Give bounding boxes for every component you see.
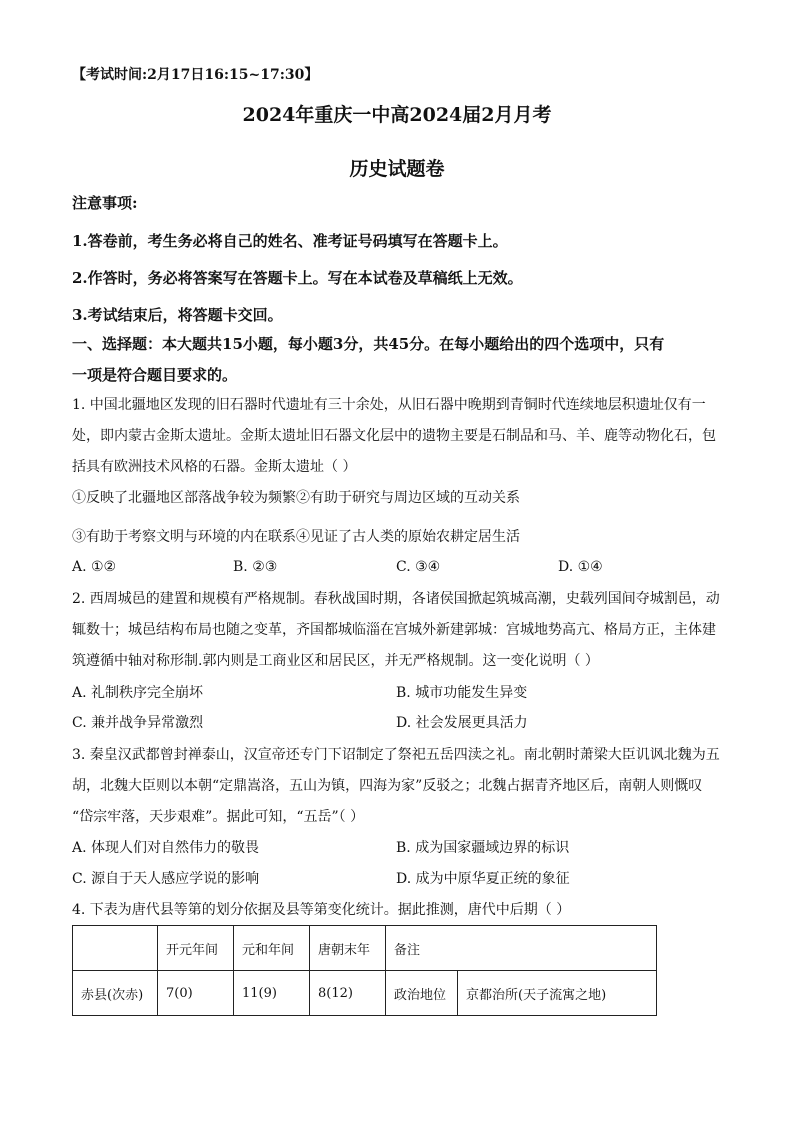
notes-item-1: 1.答卷前，考生务必将自己的姓名、准考证号码填写在答题卡上。 <box>72 232 508 250</box>
table-cell: 京都治所(天子流寓之地) <box>458 971 657 1016</box>
q1-stem-line3: 括具有欧洲技术风格的石器。金斯太遗址（ ） <box>72 459 357 475</box>
q1-option-b: B. ②③ <box>233 559 278 575</box>
section-heading-line1: 一、选择题：本大题共15小题，每小题3分，共45分。在每小题给出的四个选项中，只有 <box>72 335 665 353</box>
q2-stem-line2: 辄数十；城邑结构布局也随之变革，齐国都城临淄在宫城外新建郭城：宫城地势高亢、格局方正，主体建 <box>72 622 716 638</box>
table-cell: 11(9) <box>234 971 310 1016</box>
exam-subtitle: 历史试题卷 <box>349 158 445 180</box>
q2-option-a: A. 礼制秩序完全崩坏 <box>72 685 204 701</box>
q1-statements-line2: ③有助于考察文明与环境的内在联系④见证了古人类的原始农耕定居生活 <box>72 529 520 545</box>
q1-stem-line1: 1. 中国北疆地区发现的旧石器时代遗址有三十余处，从旧石器中晚期到青铜时代连续地层积遗址仅有一 <box>72 397 706 413</box>
table-cell: 政治地位 <box>386 971 458 1016</box>
q3-option-a: A. 体现人们对自然伟力的敬畏 <box>72 840 260 856</box>
notes-heading: 注意事项: <box>72 194 138 212</box>
table-row <box>73 971 657 1016</box>
q3-option-c: C. 源自于天人感应学说的影响 <box>72 871 260 887</box>
q2-option-d: D. 社会发展更具活力 <box>396 715 528 731</box>
q2-stem-line1: 2. 西周城邑的建置和规模有严格规制。春秋战国时期，各诸侯国掀起筑城高潮，史载列国间夺城割邑，动 <box>72 591 720 607</box>
q3-option-d: D. 成为中原华夏正统的象征 <box>396 871 570 887</box>
q3-stem-line1: 3. 秦皇汉武都曾封禅泰山，汉宣帝还专门下诏制定了祭祀五岳四渎之礼。南北朝时萧梁大臣讥讽北魏为五 <box>72 747 720 763</box>
q2-option-b: B. 城市功能发生异变 <box>396 685 528 701</box>
table-header-cell: 备注 <box>386 926 657 971</box>
table-header-cell: 开元年间 <box>158 926 234 971</box>
q2-stem-line3: 筑遵循中轴对称形制.郭内则是工商业区和居民区，并无严格规制。这一变化说明（ ） <box>72 653 599 669</box>
q1-stem-line2: 处，即内蒙古金斯太遗址。金斯太遗址旧石器文化层中的遗物主要是石制品和马、羊、鹿等动物化石，包 <box>72 428 716 444</box>
table-cell: 7(0) <box>158 971 234 1016</box>
section-heading-line2: 一项是符合题目要求的。 <box>72 366 238 384</box>
table-header-cell: 唐朝末年 <box>310 926 386 971</box>
q1-option-c: C. ③④ <box>396 559 441 575</box>
q4-table <box>72 925 657 1016</box>
notes-item-2: 2.作答时，务必将答案写在答题卡上。写在本试卷及草稿纸上无效。 <box>72 269 523 287</box>
table-header-row <box>73 926 657 971</box>
table-header-cell: 元和年间 <box>234 926 310 971</box>
table-cell: 赤县(次赤) <box>73 971 158 1016</box>
q4-stem: 4. 下表为唐代县等第的划分依据及县等第变化统计。据此推测，唐代中后期（ ） <box>72 902 571 918</box>
table-cell: 8(12) <box>310 971 386 1016</box>
q1-option-a: A. ①② <box>72 559 117 575</box>
q3-option-b: B. 成为国家疆域边界的标识 <box>396 840 570 856</box>
q1-option-d: D. ①④ <box>558 559 603 575</box>
q1-statements-line1: ①反映了北疆地区部落战争较为频繁②有助于研究与周边区域的互动关系 <box>72 490 520 506</box>
q3-stem-line3: “岱宗牢落，天步艰难”。据此可知，“五岳”（ ） <box>72 809 365 825</box>
q3-stem-line2: 胡，北魏大臣则以本朝“定鼎嵩洛，五山为镇，四海为家”反驳之；北魏占据青齐地区后，南朝人则慨叹 <box>72 778 703 794</box>
q2-option-c: C. 兼并战争异常激烈 <box>72 715 204 731</box>
exam-title: 2024年重庆一中高2024届2月月考 <box>242 104 552 126</box>
notes-item-3: 3.考试结束后，将答题卡交回。 <box>72 306 283 324</box>
exam-time: 【考试时间:2月17日16:15~17:30】 <box>72 67 319 83</box>
table-header-cell <box>73 926 158 971</box>
